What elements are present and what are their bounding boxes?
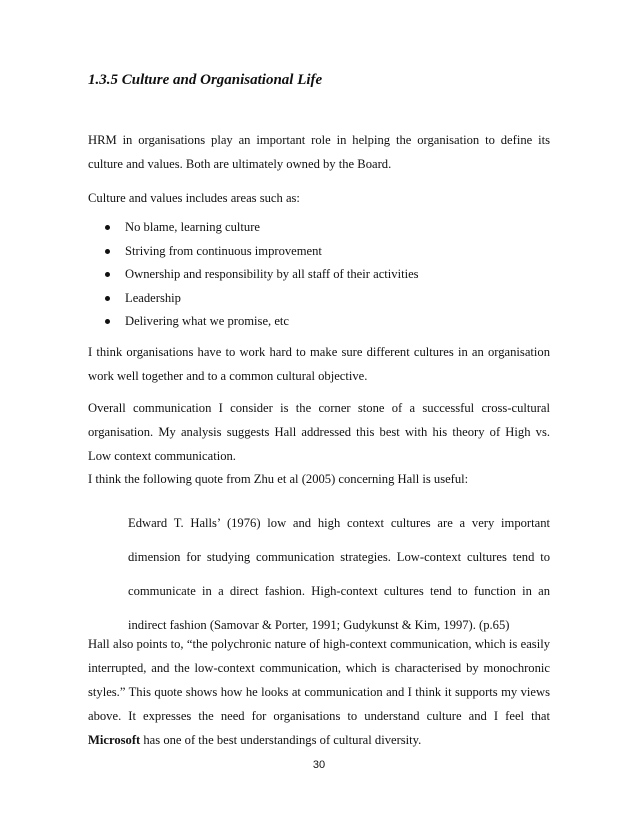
bullet-icon <box>105 296 110 301</box>
paragraph-hrm: HRM in organisations play an important role in helping the organisation to define its culture and values. Both are ultimately owned by the Board. <box>88 133 550 171</box>
culture-bullet-list <box>88 216 550 334</box>
bullet-item <box>88 310 550 334</box>
bullet-item <box>88 263 550 287</box>
bullet-item <box>88 240 550 264</box>
bullet-text: Delivering what we promise, etc <box>125 314 290 328</box>
bullet-icon <box>105 249 110 254</box>
block-quote: Edward T. Halls’ (1976) low and high context cultures are a very important dimension for studying communication strategies. Low-context cultures tend to communicate in a direct fashion. High-context cultures tend to function in an indirect fashion (Samovar & Porter, 1991; Gudykunst & Kim, 1997). (p.65) <box>128 516 550 632</box>
bullet-item <box>88 216 550 240</box>
paragraph-quote-intro: I think the following quote from Zhu et al (2005) concerning Hall is useful: <box>88 472 469 486</box>
bullet-icon <box>105 225 110 230</box>
bullet-icon <box>105 319 110 324</box>
bullet-text: Striving from continuous improvement <box>125 243 322 258</box>
paragraph-hall-text: Hall also points to, “the polychronic nature of high-context communication, which is easily interrupted, and the low-context communication, which is characterised by monochronic styles.” This quote shows how he looks at communication and I think it supports my views above. It expresses the need for organisations to understand culture and I feel that <box>88 637 550 723</box>
bullet-item <box>88 287 550 311</box>
bullet-text: Leadership <box>125 290 181 305</box>
microsoft-bold-text: Microsoft <box>88 733 141 747</box>
section-heading: 1.3.5 Culture and Organisational Life <box>88 72 323 88</box>
bullet-text: No blame, learning culture <box>125 220 260 234</box>
paragraph-communication: Overall communication I consider is the corner stone of a successful cross-cultural organisation. My analysis suggests Hall addressed this best with his theory of High vs. Low context communication. <box>88 401 550 463</box>
paragraph-organisations: I think organisations have to work hard to make sure different cultures in an organisation work well together and to a common cultural objective. <box>88 345 550 383</box>
page-number: 30 <box>312 759 326 771</box>
paragraph-culture-intro: Culture and values includes areas such as: <box>88 191 300 205</box>
paragraph-hall <box>88 632 550 752</box>
bullet-icon <box>105 272 110 277</box>
paragraph-hall-text-end: has one of the best understandings of cultural diversity. <box>140 733 422 747</box>
bullet-text: Ownership and responsibility by all staff of their activities <box>125 267 419 281</box>
